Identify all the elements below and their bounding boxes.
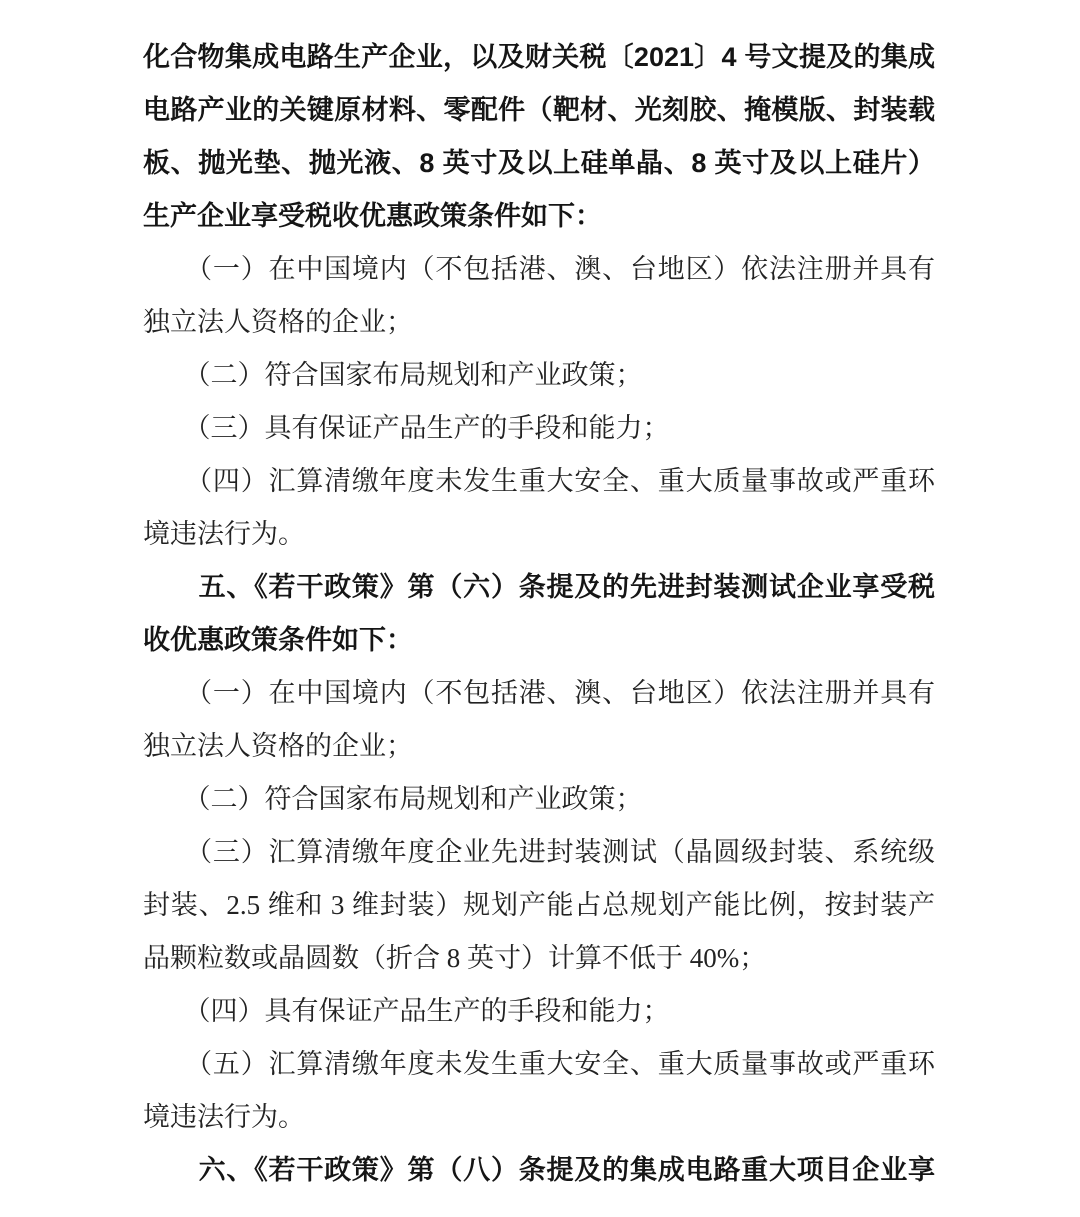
text-line: （四）汇算清缴年度未发生重大安全、重大质量事故或严重环 — [143, 466, 935, 496]
text-line: （三）具有保证产品生产的手段和能力； — [143, 413, 670, 443]
text-line: 生产企业享受税收优惠政策条件如下： — [143, 201, 602, 231]
text-line: 收优惠政策条件如下： — [143, 625, 413, 655]
text-line: 独立法人资格的企业； — [143, 307, 413, 337]
text-line: 品颗粒数或晶圆数（折合 8 英寸）计算不低于 40%； — [143, 943, 767, 973]
text-line: 境违法行为。 — [143, 1102, 305, 1132]
text-line: （一）在中国境内（不包括港、澳、台地区）依法注册并具有 — [143, 254, 935, 284]
text-line: 六、《若干政策》第（八）条提及的集成电路重大项目企业享 — [143, 1155, 935, 1185]
text-line: （二）符合国家布局规划和产业政策； — [143, 784, 643, 814]
text-line: 化合物集成电路生产企业，以及财关税〔2021〕4 号文提及的集成 — [143, 42, 935, 72]
text-line: （二）符合国家布局规划和产业政策； — [143, 360, 643, 390]
document-text-block — [143, 31, 935, 1197]
text-line: 独立法人资格的企业； — [143, 731, 413, 761]
text-line: 境违法行为。 — [143, 519, 305, 549]
text-line: （三）汇算清缴年度企业先进封装测试（晶圆级封装、系统级 — [143, 837, 935, 867]
text-line: 封装、2.5 维和 3 维封装）规划产能占总规划产能比例，按封装产 — [143, 890, 935, 920]
text-line: （四）具有保证产品生产的手段和能力； — [143, 996, 670, 1026]
text-line: （一）在中国境内（不包括港、澳、台地区）依法注册并具有 — [143, 678, 935, 708]
text-line: 电路产业的关键原材料、零配件（靶材、光刻胶、掩模版、封装载 — [143, 95, 935, 125]
text-line: 五、《若干政策》第（六）条提及的先进封装测试企业享受税 — [143, 572, 935, 602]
text-line: 板、抛光垫、抛光液、8 英寸及以上硅单晶、8 英寸及以上硅片） — [143, 148, 935, 178]
text-line: （五）汇算清缴年度未发生重大安全、重大质量事故或严重环 — [143, 1049, 935, 1079]
